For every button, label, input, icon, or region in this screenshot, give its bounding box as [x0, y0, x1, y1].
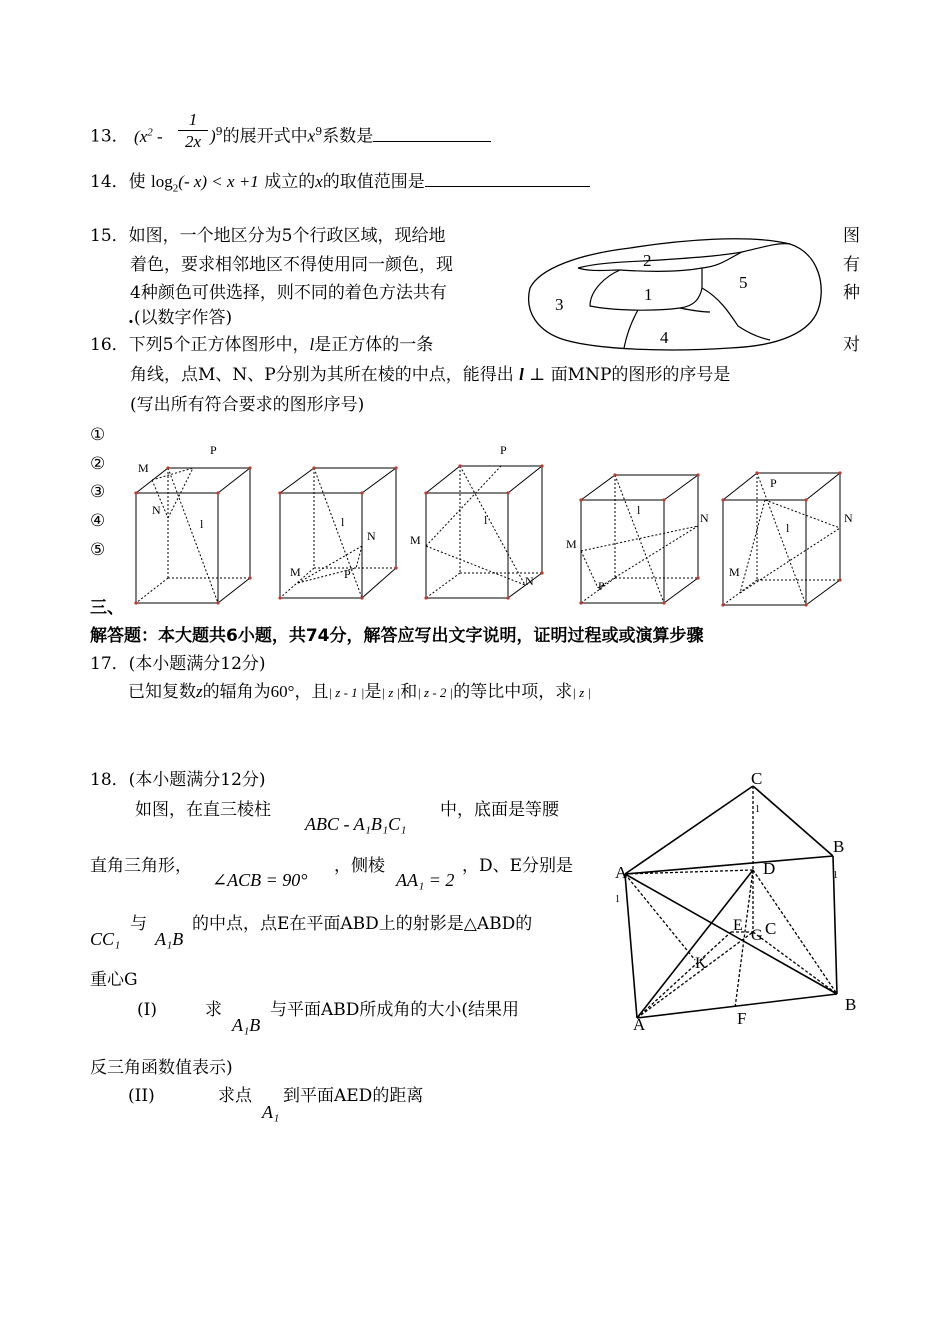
- q16-number: 16．: [90, 335, 129, 355]
- q18-angle: ∠ACB = 90°: [212, 870, 308, 890]
- q18-part2-tag: (II): [128, 1086, 155, 1106]
- label-a: A: [633, 1015, 646, 1034]
- q16-perp-symbol: ⊥: [529, 365, 546, 385]
- label-f: F: [737, 1009, 747, 1028]
- q18-part1-a: 求: [205, 1000, 222, 1020]
- diag-a1-b: [625, 874, 837, 994]
- region-label-4: 4: [660, 328, 669, 347]
- region-label-5: 5: [739, 273, 748, 292]
- q14-line: [90, 170, 590, 198]
- q13-open: (: [134, 126, 140, 146]
- q16-var-l: l: [309, 335, 315, 354]
- q14-number: 14．: [90, 172, 129, 192]
- q13-answer-blank[interactable]: [373, 125, 491, 142]
- q16-line2-text-a: 角线，点M、N、P分别为其所在棱的中点，能得出: [130, 365, 514, 385]
- q17-abs-z-minus-2: | z - 2 |: [417, 685, 454, 700]
- q14-text-c: 的取值范围是: [322, 172, 425, 192]
- cube4-label-n: N: [700, 511, 709, 525]
- section-3-instruction: 解答题：本大题共6小题，共74分，解答应写出文字说明，证明过程或或演算步骤: [90, 626, 704, 646]
- q18-part2-pt: A₁: [262, 1102, 280, 1122]
- q18-part1-c: 反三角函数值表示): [90, 1058, 233, 1078]
- q13-frac-num: 1: [178, 110, 208, 131]
- cube4-label-p: P: [598, 579, 605, 593]
- cube3-label-p: P: [500, 443, 507, 457]
- label-a1-sub: 1: [615, 894, 620, 905]
- line-a-d: [637, 870, 753, 1018]
- q16-line2-l: l: [519, 365, 524, 384]
- q15-line1-end: 图: [843, 226, 860, 246]
- region-label-1: 1: [644, 285, 653, 304]
- q14-log: log: [151, 172, 173, 191]
- cube5-label-p: P: [770, 476, 777, 490]
- q13-line-b: [210, 122, 491, 147]
- q17-abs-z: | z |: [381, 685, 401, 700]
- edge-c1-b1: [753, 786, 833, 856]
- q17-score: (本小题满分12分): [128, 654, 266, 674]
- q17-text-d: 是: [364, 682, 382, 702]
- q13-text-a: 的展开式中: [222, 126, 308, 147]
- q18-line1-b: 中，底面是等腰: [440, 800, 559, 820]
- q17-var-z: z: [196, 682, 203, 701]
- q13-frac-den: 2x: [184, 132, 202, 151]
- q15-line4-text: (以数字作答): [133, 308, 233, 328]
- q13-x: x: [139, 126, 148, 146]
- section-3-heading: 三、: [90, 598, 124, 618]
- q13-close: ): [210, 126, 216, 146]
- q18-line3-b: 的中点，点E在平面ABD上的射影是△ABD的: [192, 914, 533, 934]
- q15-line4: .(以数字作答): [128, 308, 233, 328]
- q18-part2-a: 求点: [218, 1086, 252, 1106]
- q18-number: 18．: [90, 770, 129, 790]
- q13-sq: 2: [147, 126, 153, 138]
- q18-header: [90, 770, 266, 790]
- cube2-label-p: P: [344, 567, 351, 581]
- line-a1-k: [625, 874, 695, 960]
- q17-angle: 60°: [270, 682, 295, 701]
- edge-a1-a: [625, 874, 637, 1018]
- q16-marker-5: ⑤: [90, 540, 106, 560]
- q16-line1: [90, 335, 433, 355]
- q18-part1-b: 与平面ABD所成角的大小(结果用: [270, 1000, 520, 1020]
- region-label-3: 3: [555, 295, 564, 314]
- line-a-e: [637, 932, 731, 1018]
- q13-minus: -: [152, 126, 163, 146]
- q15-line2: 着色，要求相邻地区不得使用同一颜色，现: [130, 255, 453, 275]
- q13-fraction: [178, 110, 208, 153]
- label-g: G: [751, 927, 763, 944]
- q17-abs-z-answer: | z |: [572, 685, 591, 700]
- map-outline: [529, 239, 822, 350]
- q16-line3: (写出所有符合要求的图形序号): [130, 395, 365, 415]
- q16-line1-text: 下列5个正方体图形中，: [128, 335, 310, 355]
- q15-line3-end: 种: [843, 283, 860, 303]
- q13-var: x: [307, 126, 316, 146]
- q16-line1-text-b: 是正方体的一条: [314, 335, 434, 355]
- q16-line2-text-b: 面MNP的图形的序号是: [550, 365, 731, 385]
- q14-log-base: 2: [172, 182, 179, 195]
- q16-marker-4: ④: [90, 511, 106, 531]
- q14-var: x: [315, 172, 323, 191]
- edge-c-b: [753, 932, 837, 994]
- q17-abs-z-minus-1: | z - 1 |: [328, 685, 365, 700]
- q13-var-pow: 9: [315, 125, 323, 138]
- q18-score: (本小题满分12分): [128, 770, 266, 790]
- q18-line2-c: ，D、E分别是: [462, 856, 574, 876]
- q14-text-a: 使: [128, 172, 146, 192]
- cube5-label-n: N: [844, 511, 853, 525]
- q18-edge: AA₁ = 2: [396, 870, 455, 890]
- cube-figures: [128, 438, 863, 608]
- label-b1-sub: 1: [833, 870, 838, 881]
- cube5-label-l: l: [786, 521, 790, 535]
- map-border-4: [624, 310, 638, 348]
- q14-text-b: 成立的: [264, 172, 316, 192]
- cube1-label-l: l: [200, 517, 204, 531]
- q18-line3-a: 与: [130, 914, 147, 934]
- cube5-label-m: M: [729, 565, 740, 579]
- q15-line1: [90, 226, 445, 246]
- cube1-label-n: N: [152, 503, 161, 517]
- q18-line4: 重心G: [90, 970, 138, 990]
- label-a1: A: [615, 863, 628, 882]
- q14-answer-blank[interactable]: [425, 170, 590, 187]
- q16-line2: [130, 365, 730, 385]
- map-border-c: [680, 308, 710, 312]
- cube2-label-n: N: [367, 529, 376, 543]
- label-d: D: [763, 859, 776, 878]
- label-b: B: [845, 995, 857, 1014]
- cube-figure-5: [723, 473, 840, 605]
- q17-text-a: 已知复数: [128, 682, 196, 702]
- q13-text-b: 系数是: [322, 126, 374, 147]
- map-border-2-top: [578, 244, 790, 268]
- q14-log-arg: (- x) < x +1: [178, 172, 259, 191]
- q18-line2-b: ，侧棱: [334, 856, 385, 876]
- cube1-label-m: M: [138, 461, 149, 475]
- q15-line1-text: 如图，一个地区分为5个行政区域，现给地: [128, 226, 446, 246]
- label-c1-sub: 1: [755, 804, 760, 815]
- q18-part2-b: 到平面AED的距离: [283, 1086, 424, 1106]
- label-b1: B: [833, 837, 845, 856]
- edge-a1-c1: [625, 786, 753, 874]
- cube2-label-m: M: [290, 565, 301, 579]
- q13-pow: 9: [215, 125, 223, 138]
- q17-text-c: ，且: [294, 682, 329, 702]
- q18-seg-a1b: A₁B: [155, 929, 184, 949]
- cube4-label-m: M: [566, 537, 577, 551]
- q17-text-e: 和: [400, 682, 418, 702]
- prism-figure: [605, 770, 875, 1040]
- map-border-5: [702, 268, 770, 340]
- q16-marker-3: ③: [90, 482, 106, 502]
- q18-prism: ABC - A₁B₁C₁: [305, 814, 407, 834]
- q13-expr: [134, 127, 163, 146]
- cube3-label-n: N: [525, 574, 534, 588]
- q18-part1-seg: A₁B: [232, 1015, 261, 1035]
- label-e: E: [733, 917, 743, 934]
- label-c1: C: [751, 770, 763, 788]
- q18-line1-a: 如图，在直三棱柱: [135, 800, 271, 820]
- region-map-figure: [520, 228, 830, 356]
- q17-text-f: 的等比中项，求: [453, 682, 573, 702]
- q16-marker-1: ①: [90, 425, 106, 445]
- label-k: K: [695, 955, 707, 972]
- cube4-label-l: l: [637, 503, 641, 517]
- edge-a1-b1: [625, 856, 833, 874]
- q15-line2-end: 有: [843, 255, 860, 275]
- q17-text-b: 的辐角为: [202, 682, 271, 702]
- cube2-label-l: l: [341, 515, 345, 529]
- q17-header: [90, 654, 266, 674]
- map-border-a: [578, 268, 620, 271]
- q16-marker-2: ②: [90, 454, 106, 474]
- q15-line3: 4种颜色可供选择，则不同的着色方法共有: [130, 283, 447, 303]
- q16-line1-end: 对: [843, 335, 860, 355]
- q18-line2-a: 直角三角形，: [90, 856, 192, 876]
- cube-figure-1: [136, 468, 250, 603]
- q18-part1-tag: (I): [137, 1000, 157, 1020]
- label-c: C: [765, 919, 777, 938]
- q18-seg-cc1: CC₁: [90, 929, 121, 949]
- q13-line: [90, 122, 163, 147]
- q17-number: 17．: [90, 654, 129, 674]
- cube3-label-l: l: [484, 513, 488, 527]
- region-label-2: 2: [643, 251, 652, 270]
- q17-text: [128, 682, 591, 703]
- q15-number: 15．: [90, 226, 129, 246]
- q13-number: 13．: [90, 126, 129, 147]
- cube1-label-p: P: [210, 443, 217, 457]
- cube3-label-m: M: [410, 533, 421, 547]
